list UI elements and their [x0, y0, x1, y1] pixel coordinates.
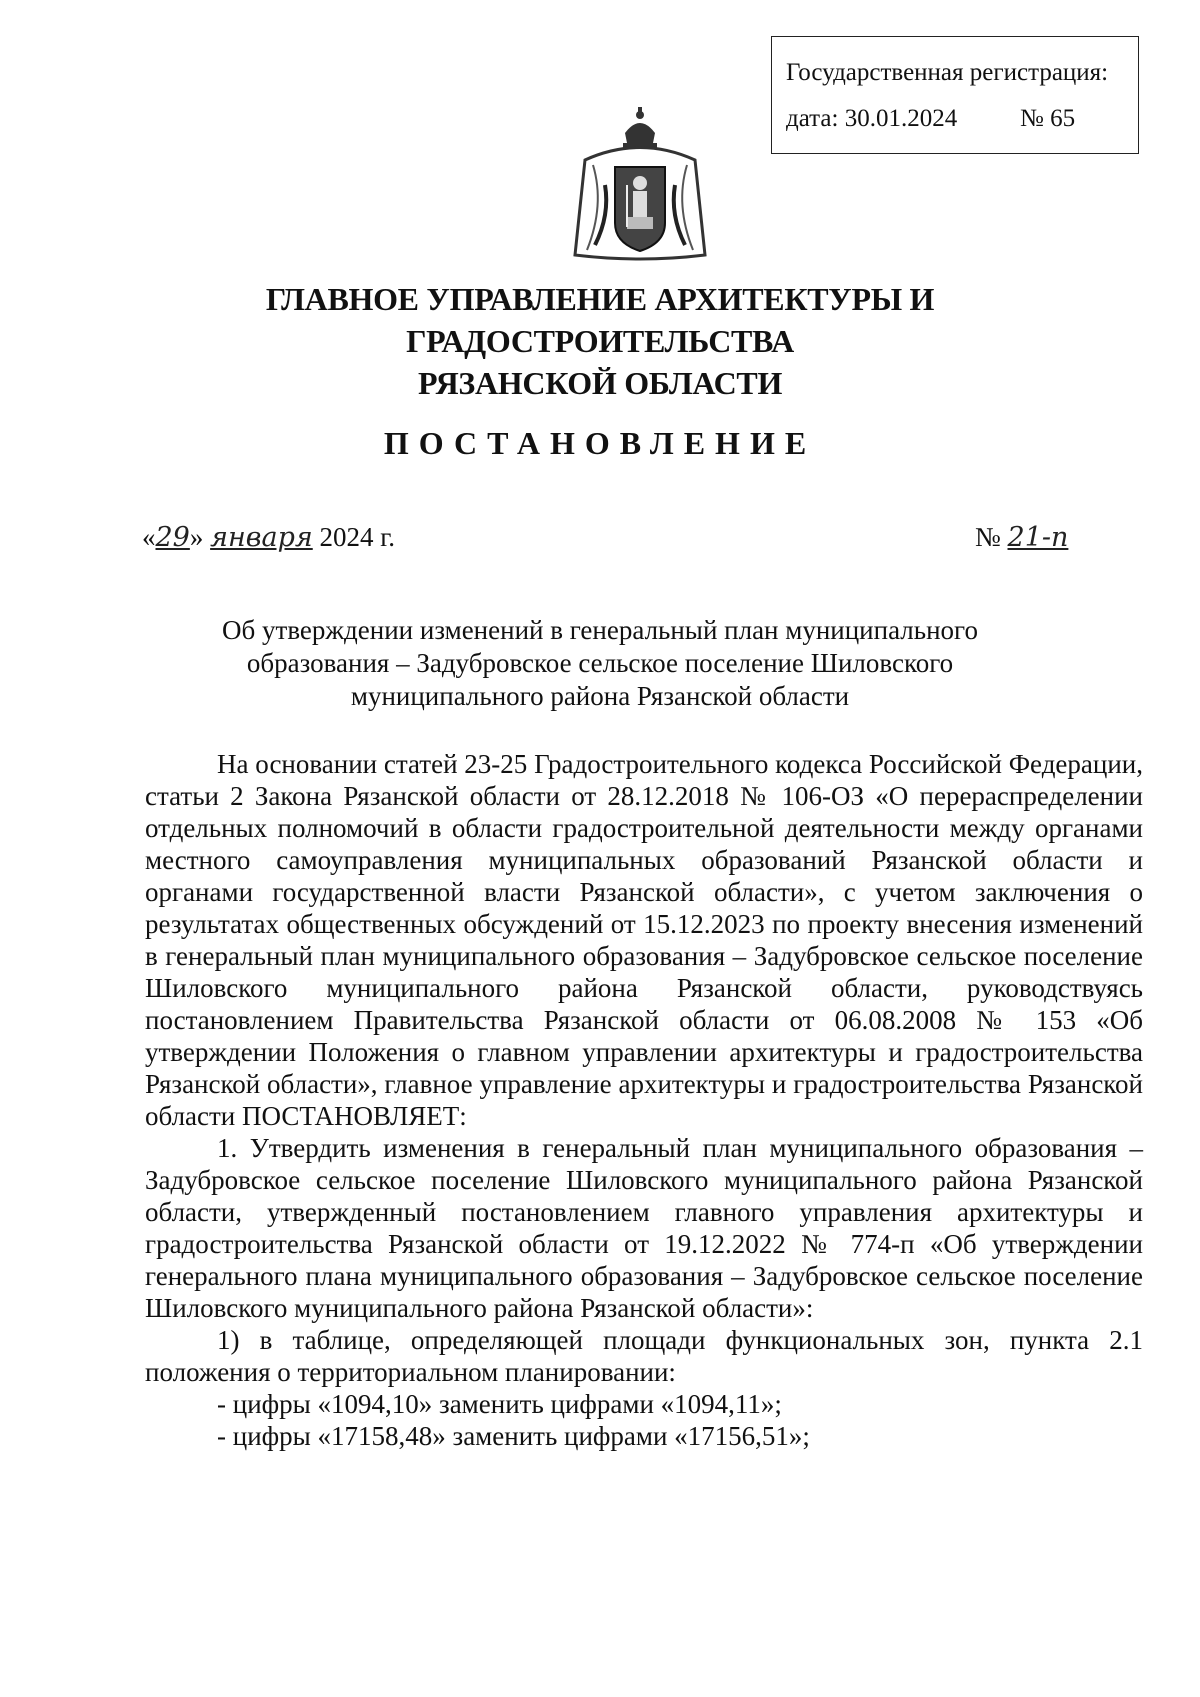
subitem-1-paragraph: 1) в таблице, определяющей площади функциональных зон, пункта 2.1 положения о территориальном планировании: — [145, 1325, 1143, 1387]
document-number — [975, 522, 1068, 553]
item-1-paragraph: 1. Утвердить изменения в генеральный план муниципального образования – Задубровское сельское поселение Шиловского муниципального района Рязанской области, утвержденный постановлением главного управления архитектуры и градостроительства Рязанской области от 19.12.2022 № 774-п «Об утверждении генерального плана муниципального образования – Задубровское сельское поселение Шиловского муниципального района Рязанской области»: — [145, 1133, 1143, 1323]
registration-date: дата: 30.01.2024 — [786, 105, 958, 132]
registration-title: Государственная регистрация: — [786, 59, 1109, 86]
organization-title — [100, 278, 1100, 404]
number-value-handwritten: 21-п — [1007, 522, 1069, 553]
preamble-paragraph: На основании статей 23-25 Градостроительного кодекса Российской Федерации, статьи 2 Закона Рязанской области от 28.12.2018 № 106-ОЗ «О перераспределении отдельных полномочий в области градостроительной деятельности между органами местного самоуправления муниципальных образований Рязанской области и органами государственной власти Рязанской области», с учетом заключения о результатах общественных обсуждений от 15.12.2023 по проекту внесения изменений в генеральный план муниципального образования – Задубровское сельское поселение Шиловского муниципального района Рязанской области, руководствуясь постановлением Правительства Рязанской области от 06.08.2008 № 153 «Об утверждении Положения о главном управлении архитектуры и градостроительства Рязанской области», главное управление архитектуры и градостроительства Рязанской области ПОСТАНОВЛЯЕТ: — [145, 749, 1143, 1131]
subject-line-3: муниципального района Рязанской области — [350, 681, 850, 711]
number-prefix: № — [975, 522, 1001, 552]
document-subject — [200, 614, 1000, 713]
registration-number: № 65 — [1020, 105, 1076, 132]
dash-item-1: - цифры «1094,10» заменить цифрами «1094,11»; — [217, 1389, 782, 1419]
registration-stamp — [771, 36, 1139, 154]
coat-of-arms-icon — [565, 105, 715, 270]
subject-line-2: образования – Задубровское сельское поселение Шиловского — [246, 648, 954, 678]
date-month-handwritten: января — [210, 522, 313, 553]
document-type: ПОСТАНОВЛЕНИЕ — [383, 425, 817, 461]
date-open-quote: « — [142, 522, 156, 552]
organization-line-1: ГЛАВНОЕ УПРАВЛЕНИЕ АРХИТЕКТУРЫ И ГРАДОСТРОИТЕЛЬСТВА — [265, 281, 935, 359]
dash-item-2: - цифры «17158,48» заменить цифрами «17156,51»; — [217, 1421, 810, 1451]
document-body — [145, 748, 1143, 1452]
subject-line-1: Об утверждении изменений в генеральный план муниципального — [222, 615, 978, 645]
date-day-handwritten: 29 — [155, 522, 190, 553]
date-close-quote: » — [189, 522, 204, 552]
date-year: 2024 г. — [319, 522, 396, 552]
organization-line-2: РЯЗАНСКОЙ ОБЛАСТИ — [417, 365, 783, 401]
document-date — [142, 522, 395, 553]
